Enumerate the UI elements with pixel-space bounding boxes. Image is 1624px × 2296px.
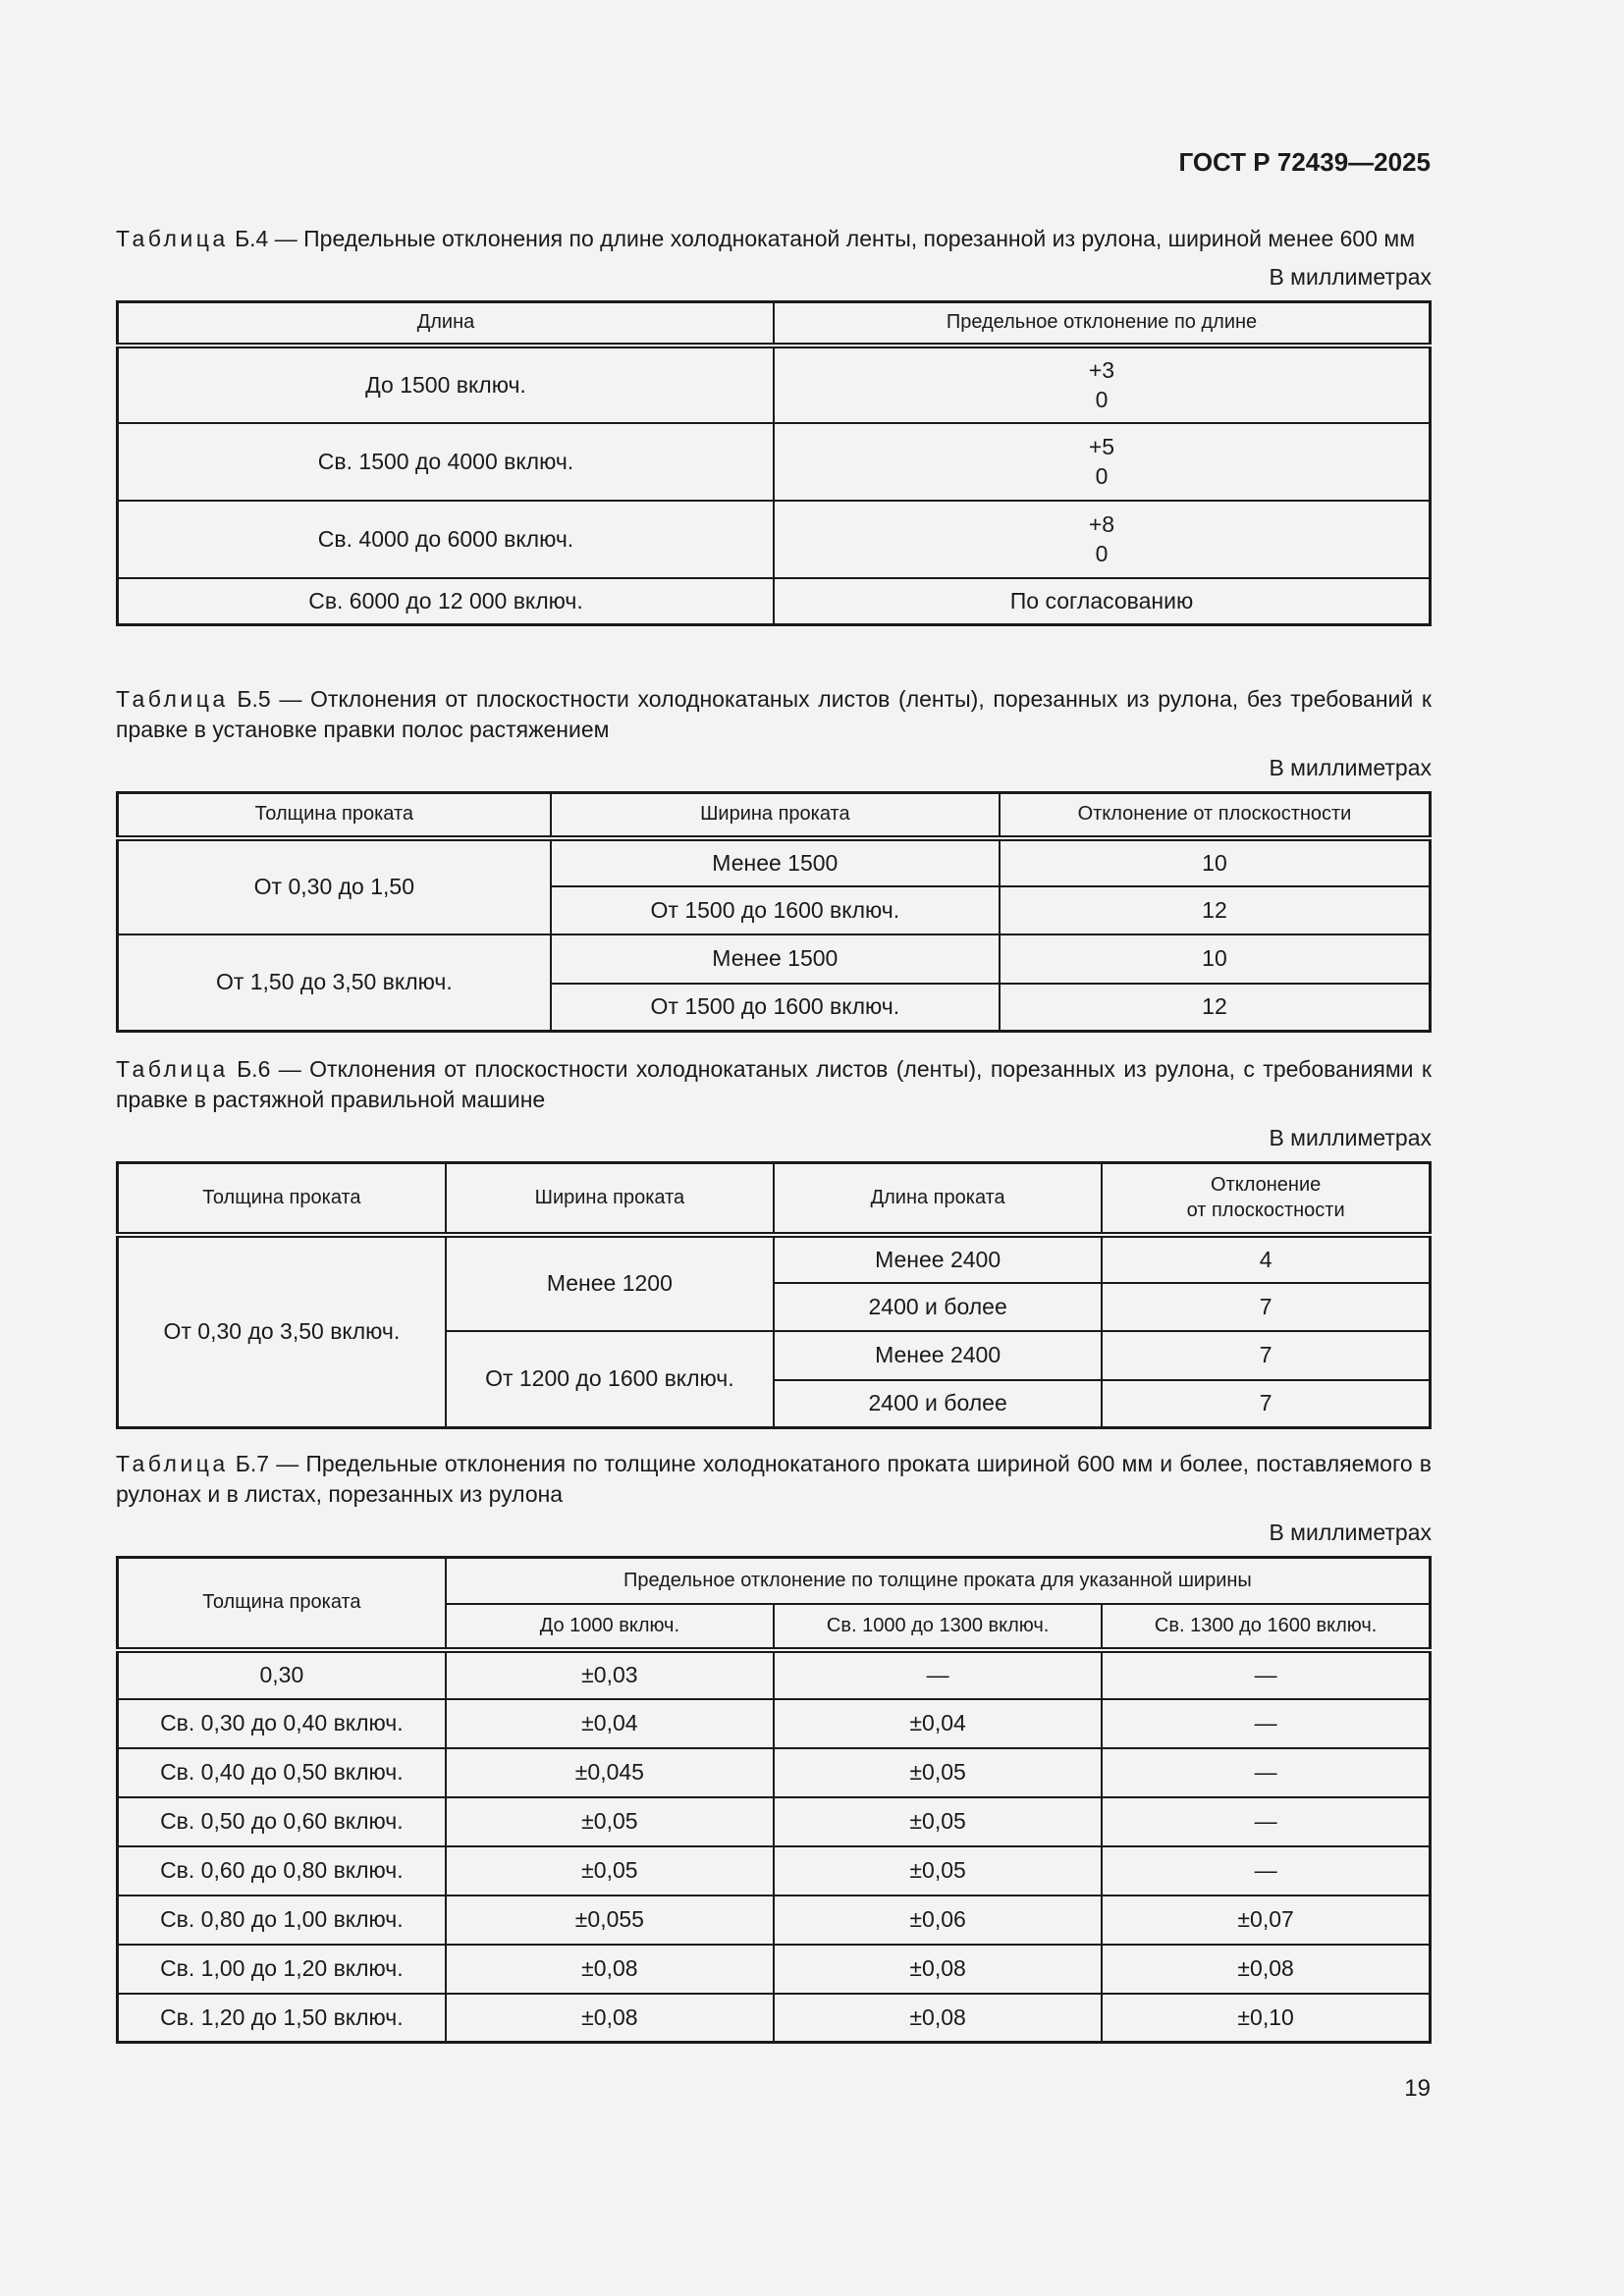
thickness-cell: От 0,30 до 3,50 включ. (118, 1235, 446, 1428)
table-b6-units: В миллиметрах (1269, 1125, 1432, 1150)
caption-prefix: Таблица (116, 226, 229, 251)
table-row (118, 1896, 1431, 1945)
table-b7-units: В миллиметрах (1269, 1520, 1432, 1545)
header-length: Длина проката (774, 1163, 1102, 1235)
caption-prefix: Таблица (116, 1056, 229, 1082)
deviation-cell: ±0,08 (1102, 1945, 1430, 1994)
header-length: Длина (118, 302, 775, 346)
deviation-cell: По согласованию (774, 578, 1431, 625)
thickness-cell: Св. 1,00 до 1,20 включ. (118, 1945, 446, 1994)
deviation-cell: ±0,05 (774, 1846, 1102, 1896)
length-cell: 2400 и более (774, 1283, 1102, 1331)
thickness-cell: От 1,50 до 3,50 включ. (118, 934, 551, 1032)
thickness-cell: Св. 0,30 до 0,40 включ. (118, 1699, 446, 1748)
header-width: Ширина проката (446, 1163, 774, 1235)
deviation-cell: ±0,10 (1102, 1994, 1430, 2043)
table-row (118, 1235, 1431, 1283)
caption-text: Б.4 — Предельные отклонения по длине холоднокатаной ленты, порезанной из рулона, шириной менее 600 мм (228, 226, 1416, 251)
table-b5-section (116, 684, 1432, 1033)
caption-text: Б.5 — Отклонения от плоскостности холоднокатаных листов (ленты), порезанных из рулона, без требований к правке в установке правки полос растяжением (116, 686, 1432, 742)
table-row (118, 501, 1431, 578)
table-row (118, 578, 1431, 625)
deviation-cell: 10 (1000, 934, 1431, 984)
table-b4-caption (116, 224, 1432, 254)
table-row (118, 1748, 1431, 1797)
table-b4-units: В миллиметрах (1269, 264, 1432, 290)
length-cell: Менее 2400 (774, 1331, 1102, 1380)
deviation-cell: — (1102, 1797, 1430, 1846)
deviation-cell: ±0,05 (774, 1748, 1102, 1797)
thickness-cell: Св. 0,60 до 0,80 включ. (118, 1846, 446, 1896)
length-cell: 2400 и более (774, 1380, 1102, 1428)
deviation-cell: ±0,04 (774, 1699, 1102, 1748)
lower-value: 0 (1095, 463, 1109, 489)
deviation-cell: ±0,03 (446, 1650, 774, 1699)
table-b7-section (116, 1449, 1432, 2044)
lower-value: 0 (1095, 541, 1109, 566)
deviation-cell: 7 (1102, 1380, 1430, 1428)
deviation-cell: ±0,08 (446, 1994, 774, 2043)
table-row (118, 1797, 1431, 1846)
caption-text: Б.7 — Предельные отклонения по толщине холоднокатаного проката шириной 600 мм и более, поставляемого в рулонах и в листах, порезанных из рулона (116, 1451, 1432, 1507)
table-row (118, 1846, 1431, 1896)
deviation-cell: ±0,055 (446, 1896, 774, 1945)
table-b6-caption (116, 1054, 1432, 1115)
page-number: 19 (1404, 2075, 1431, 2102)
deviation-cell: 4 (1102, 1235, 1430, 1283)
deviation-cell: ±0,08 (774, 1945, 1102, 1994)
header-flatness (1102, 1163, 1430, 1235)
table-b7-caption (116, 1449, 1432, 1510)
deviation-cell: 12 (1000, 886, 1431, 934)
table-b6-section (116, 1054, 1432, 1429)
header-deviation: Предельное отклонение по длине (774, 302, 1431, 346)
deviation-cell: 10 (1000, 838, 1431, 886)
deviation-cell: — (1102, 1846, 1430, 1896)
deviation-cell: ±0,05 (774, 1797, 1102, 1846)
table-b6 (116, 1161, 1432, 1429)
subheader-width-1: До 1000 включ. (446, 1604, 774, 1650)
thickness-cell: От 0,30 до 1,50 (118, 838, 551, 934)
lower-value: 0 (1095, 387, 1109, 412)
caption-prefix: Таблица (116, 686, 229, 712)
width-cell: Менее 1500 (551, 838, 1000, 886)
table-row (118, 934, 1431, 984)
table-row (118, 838, 1431, 886)
deviation-cell: 12 (1000, 984, 1431, 1032)
deviation-cell: ±0,05 (446, 1797, 774, 1846)
deviation-cell: ±0,045 (446, 1748, 774, 1797)
table-row (118, 1650, 1431, 1699)
deviation-cell: 7 (1102, 1331, 1430, 1380)
length-cell: До 1500 включ. (118, 346, 775, 423)
header-width: Ширина проката (551, 793, 1000, 838)
width-cell: От 1500 до 1600 включ. (551, 984, 1000, 1032)
deviation-cell (774, 346, 1431, 423)
thickness-cell: Св. 0,40 до 0,50 включ. (118, 1748, 446, 1797)
header-group: Предельное отклонение по толщине проката для указанной ширины (446, 1558, 1431, 1604)
thickness-cell: 0,30 (118, 1650, 446, 1699)
table-row (118, 1945, 1431, 1994)
table-b7 (116, 1556, 1432, 2044)
width-cell: От 1200 до 1600 включ. (446, 1331, 774, 1428)
upper-value: +3 (1088, 357, 1115, 383)
length-cell: Менее 2400 (774, 1235, 1102, 1283)
deviation-cell: — (1102, 1699, 1430, 1748)
table-row (118, 423, 1431, 501)
deviation-cell: ±0,08 (446, 1945, 774, 1994)
thickness-cell: Св. 1,20 до 1,50 включ. (118, 1994, 446, 2043)
length-cell: Св. 4000 до 6000 включ. (118, 501, 775, 578)
deviation-cell: ±0,06 (774, 1896, 1102, 1945)
header-thickness: Толщина проката (118, 793, 551, 838)
length-cell: Св. 6000 до 12 000 включ. (118, 578, 775, 625)
deviation-cell: ±0,08 (774, 1994, 1102, 2043)
caption-text: Б.6 — Отклонения от плоскостности холоднокатаных листов (ленты), порезанных из рулона, с требованиями к правке в растяжной правильной машине (116, 1056, 1432, 1112)
table-b7-body (118, 1650, 1431, 2043)
thickness-cell: Св. 0,50 до 0,60 включ. (118, 1797, 446, 1846)
subheader-width-2: Св. 1000 до 1300 включ. (774, 1604, 1102, 1650)
table-row (118, 1994, 1431, 2043)
deviation-cell: — (774, 1650, 1102, 1699)
table-row (118, 346, 1431, 423)
thickness-cell: Св. 0,80 до 1,00 включ. (118, 1896, 446, 1945)
document-code: ГОСТ Р 72439—2025 (1178, 147, 1431, 177)
width-cell: От 1500 до 1600 включ. (551, 886, 1000, 934)
width-cell: Менее 1200 (446, 1235, 774, 1331)
deviation-cell (774, 423, 1431, 501)
table-b5 (116, 791, 1432, 1033)
subheader-width-3: Св. 1300 до 1600 включ. (1102, 1604, 1430, 1650)
caption-prefix: Таблица (116, 1451, 229, 1476)
table-b5-caption (116, 684, 1432, 745)
deviation-cell: ±0,04 (446, 1699, 774, 1748)
upper-value: +5 (1088, 434, 1115, 459)
header-thickness: Толщина проката (118, 1558, 446, 1650)
deviation-cell: 7 (1102, 1283, 1430, 1331)
deviation-cell: — (1102, 1650, 1430, 1699)
deviation-cell (774, 501, 1431, 578)
table-b4-section (116, 224, 1432, 626)
table-b4 (116, 300, 1432, 626)
width-cell: Менее 1500 (551, 934, 1000, 984)
header-flatness: Отклонение от плоскостности (1000, 793, 1431, 838)
deviation-cell: ±0,05 (446, 1846, 774, 1896)
header-line-1: Отклонение (1211, 1174, 1322, 1197)
deviation-cell: ±0,07 (1102, 1896, 1430, 1945)
deviation-cell: — (1102, 1748, 1430, 1797)
header-line-2: от плоскостности (1186, 1200, 1345, 1222)
table-row (118, 1699, 1431, 1748)
table-b5-units: В миллиметрах (1269, 755, 1432, 780)
upper-value: +8 (1088, 511, 1115, 537)
length-cell: Св. 1500 до 4000 включ. (118, 423, 775, 501)
header-thickness: Толщина проката (118, 1163, 446, 1235)
